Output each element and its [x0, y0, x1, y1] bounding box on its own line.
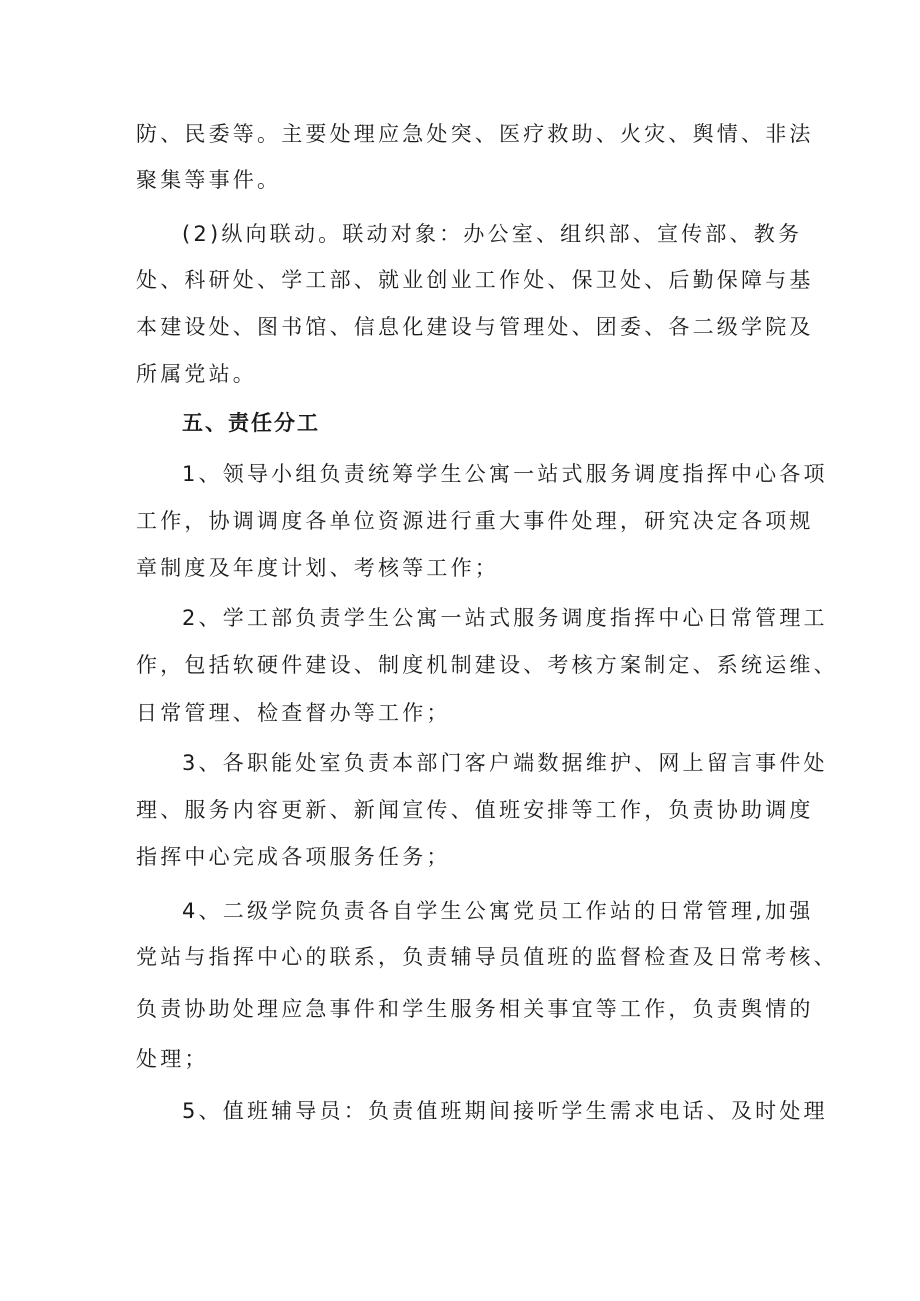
text-line: 1、领导小组负责统筹学生公寓一站式服务调度指挥中心各项 [182, 462, 828, 486]
text-line: (2)纵向联动。联动对象：办公室、组织部、宣传部、教务 [182, 222, 803, 246]
text-line: 防、民委等。主要处理应急处突、医疗救助、火灾、舆情、非法 [136, 122, 814, 146]
text-line: 4、二级学院负责各自学生公寓党员工作站的日常管理,加强 [182, 899, 814, 923]
text-line: 工作，协调调度各单位资源进行重大事件处理，研究决定各项规 [136, 509, 814, 533]
text-line: 理、服务内容更新、新闻宣传、值班安排等工作，负责协助调度 [136, 798, 814, 822]
text-line: 2、学工部负责学生公寓一站式服务调度指挥中心日常管理工 [182, 606, 828, 630]
text-line: 处理； [136, 1047, 209, 1071]
text-line: 负责协助处理应急事件和学生服务相关事宜等工作，负责舆情的 [136, 997, 814, 1021]
text-line: 作，包括软硬件建设、制度机制建设、考核方案制定、系统运维、 [136, 653, 838, 677]
text-line: 日常管理、检查督办等工作； [136, 701, 451, 725]
text-line: 章制度及年度计划、考核等工作； [136, 556, 499, 580]
text-line: 处、科研处、学工部、就业创业工作处、保卫处、后勤保障与基 [136, 268, 814, 292]
text-line: 本建设处、图书馆、信息化建设与管理处、团委、各二级学院及 [136, 315, 814, 339]
text-line: 5、值班辅导员：负责值班期间接听学生需求电话、及时处理 [182, 1099, 828, 1123]
text-line: 聚集等事件。 [136, 168, 282, 192]
text-line: 党站与指挥中心的联系，负责辅导员值班的监督检查及日常考核、 [136, 945, 838, 969]
section-heading: 五、责任分工 [182, 411, 320, 435]
text-line: 所属党站。 [136, 362, 257, 386]
text-line: 3、各职能处室负责本部门客户端数据维护、网上留言事件处 [182, 751, 828, 775]
text-line: 指挥中心完成各项服务任务； [136, 845, 451, 869]
